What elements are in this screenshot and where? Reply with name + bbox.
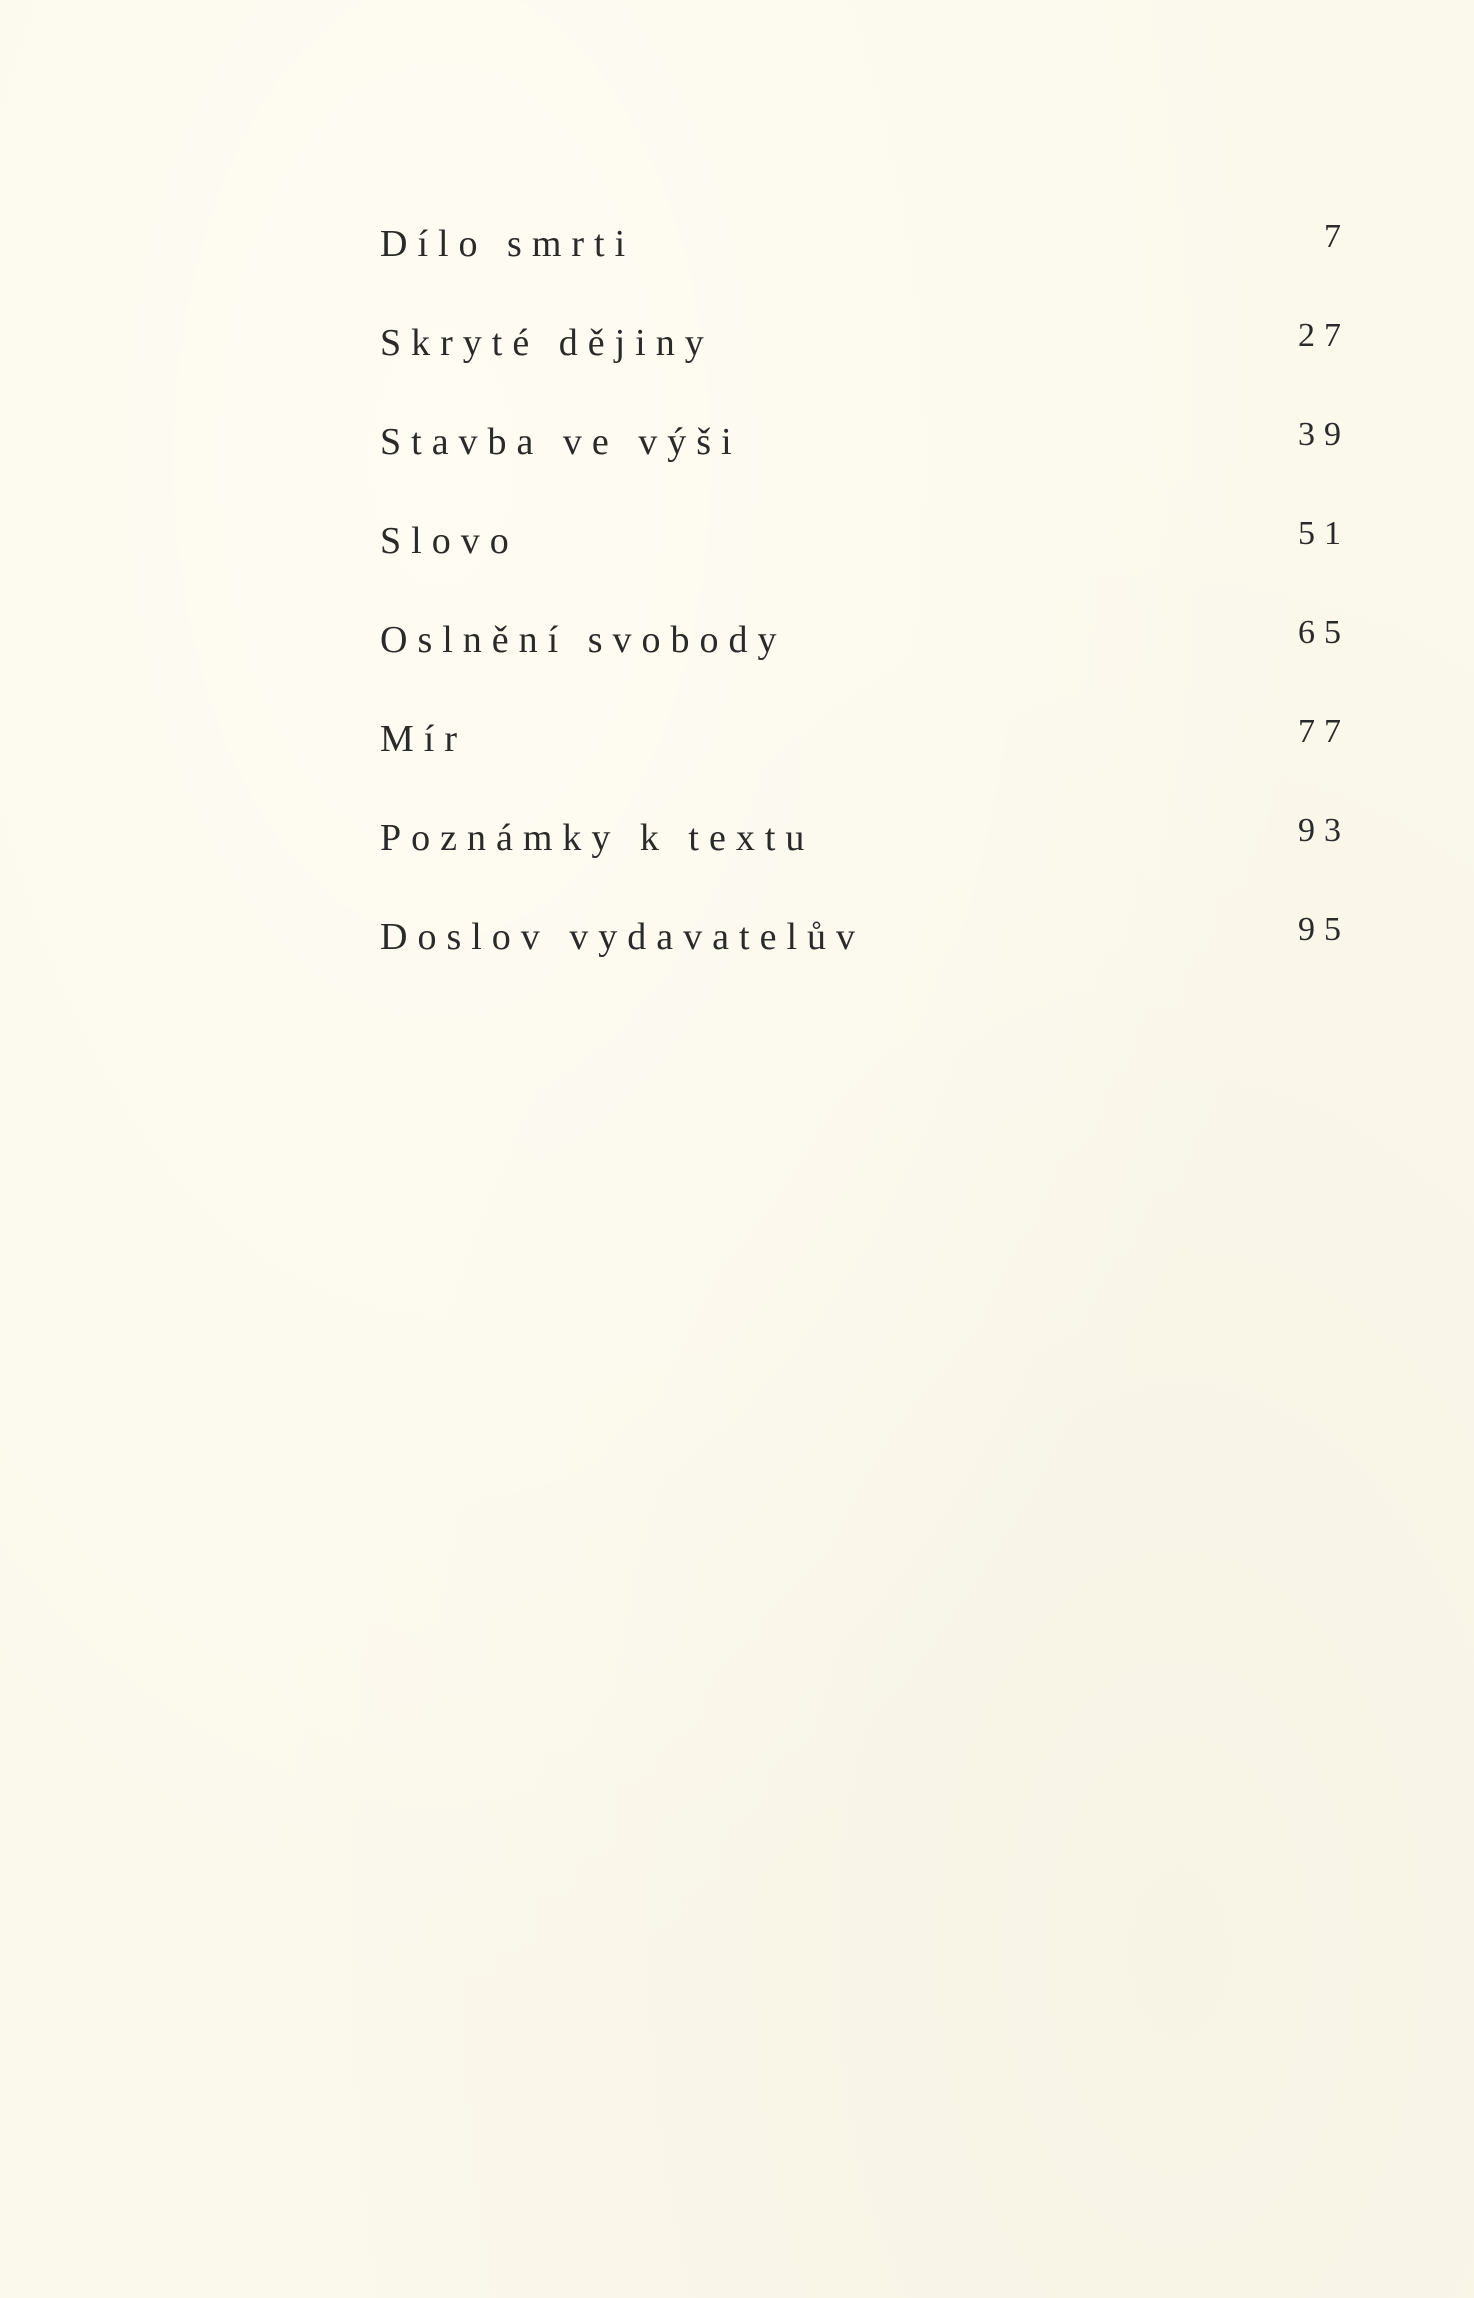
toc-entry-page-number: 95 bbox=[1298, 911, 1350, 948]
toc-entry-page-number: 51 bbox=[1298, 515, 1350, 552]
toc-entry-page-number: 27 bbox=[1298, 317, 1350, 354]
toc-entry bbox=[380, 505, 1350, 604]
toc-entry-page-number: 39 bbox=[1298, 416, 1350, 453]
toc-entry-title: Dílo smrti bbox=[380, 223, 636, 265]
toc-entry-title: Stavba ve výši bbox=[380, 421, 742, 463]
toc-entry bbox=[380, 406, 1350, 505]
toc-entry-title: Slovo bbox=[380, 520, 519, 562]
toc-entry bbox=[380, 802, 1350, 901]
toc-entry-page-number: 77 bbox=[1298, 713, 1350, 750]
toc-entry bbox=[380, 208, 1350, 307]
toc-entry-title: Poznámky k textu bbox=[380, 817, 815, 859]
toc-entry bbox=[380, 604, 1350, 703]
toc-entry-page-number: 93 bbox=[1298, 812, 1350, 849]
table-of-contents bbox=[380, 208, 1350, 1000]
toc-entry-title: Oslnění svobody bbox=[380, 619, 787, 661]
toc-entry bbox=[380, 703, 1350, 802]
toc-entry-title: Mír bbox=[380, 718, 467, 760]
toc-entry-page-number: 65 bbox=[1298, 614, 1350, 651]
toc-entry-page-number: 7 bbox=[1324, 218, 1350, 255]
toc-entry-title: Doslov vydavatelův bbox=[380, 916, 866, 958]
toc-entry bbox=[380, 901, 1350, 1000]
toc-entry-title: Skryté dějiny bbox=[380, 322, 714, 364]
toc-entry bbox=[380, 307, 1350, 406]
